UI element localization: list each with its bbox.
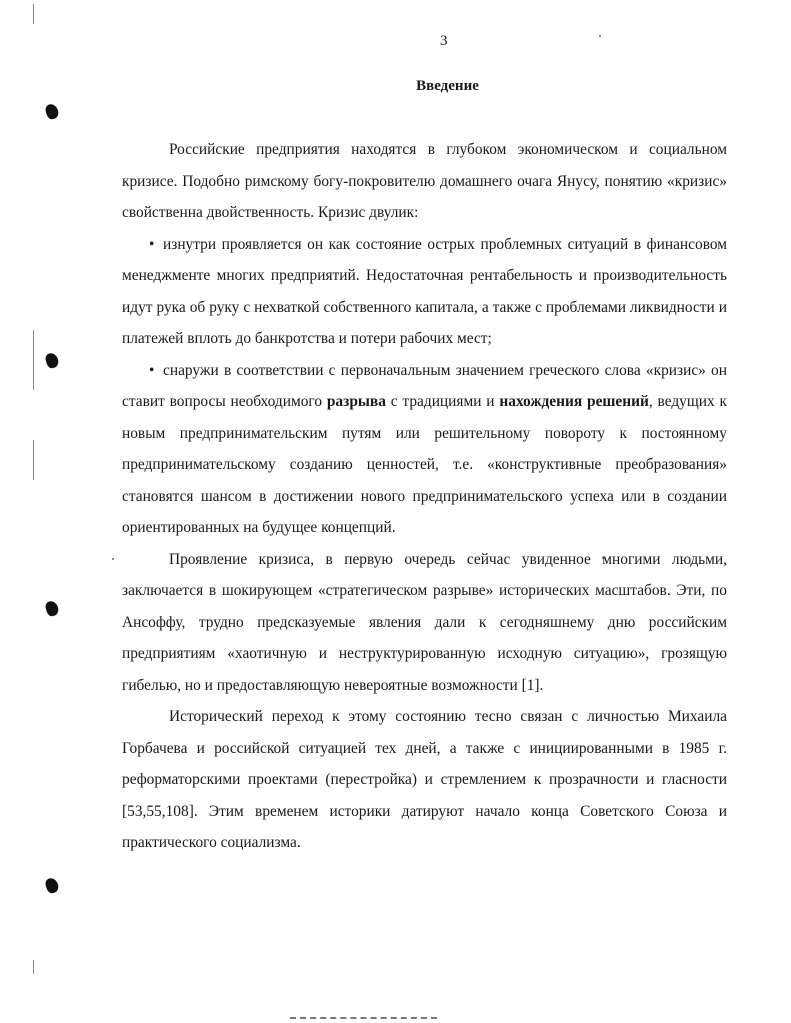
bullet-item-2-bold-1: разрыва — [326, 393, 386, 410]
body-text — [122, 134, 727, 859]
scan-edge-line — [33, 440, 34, 480]
paragraph-2: Проявление кризиса, в первую очередь сейчас увиденное многими людьми, заключается в шокирующем «стратегическом разрыве» исторических масштабов. Эти, по Ансоффу, трудно предсказуемые явления дали к сегодняшнему дню российским предприятиям «хаотичную и неструктурированную исходную ситуацию», грозящую гибелью, но и предоставляющую невероятные возможности [1]. — [122, 550, 727, 694]
bullet-icon: • — [149, 361, 155, 379]
binder-hole — [44, 599, 60, 617]
binder-hole — [44, 102, 60, 120]
bullet-item-2-text-3: , ведущих к новым предпринимательским путям или решительному повороту к постоянному предпринимательскому созданию ценностей, т.е. «конструктивные преобразования» становятся шансом в достижении нового предпринимательского успеха или в создании ориентированных на будущее концепций. — [122, 393, 727, 536]
bullet-item-1-text: изнутри проявляется он как состояние острых проблемных ситуаций в финансовом менеджменте многих предприятий. Недостаточная рентабельность и производительность идут рука об руку с нехваткой собственного капитала, а также с проблемами ликвидности и платежей вплоть до банкротства и потери рабочих мест; — [122, 235, 727, 347]
bullet-item-2 — [122, 355, 727, 544]
scan-speck — [112, 558, 114, 560]
paragraph-1: Российские предприятия находятся в глубоком экономическом и социальном кризисе. Подобно римскому богу-покровителю домашнего очага Янусу, понятию «кризис» свойственна двойственность. Кризис двулик: — [122, 141, 727, 221]
binder-hole — [44, 876, 60, 894]
scan-edge-line — [33, 4, 34, 24]
footer-dashed-line — [290, 1017, 437, 1021]
paragraph-3: Исторический переход к этому состоянию тесно связан с личностью Михаила Горбачева и российской ситуацией тех дней, а также с инициированными в 1985 г. реформаторскими проектами (перестройка) и стремлением к прозрачности и гласности [53,55,108]. Этим временем историки датируют начало конца Советского Союза и практического социализма. — [122, 708, 727, 851]
scan-edge-line — [33, 330, 34, 390]
binder-hole — [44, 351, 60, 369]
scan-speck — [599, 35, 601, 37]
bullet-item-2-bold-2: нахождения решений — [499, 393, 649, 410]
page-number: 3 — [440, 33, 448, 49]
bullet-icon: • — [149, 235, 155, 253]
section-title: Введение — [416, 78, 479, 94]
bullet-item-2-text-1: снаружи в соответствии с первоначальным значением греческого слова «кризис» он ставит вопросы необходимого — [122, 361, 727, 410]
bullet-item-2-text-2: с традициями и — [385, 393, 500, 410]
bullet-item-1 — [122, 229, 727, 355]
scan-edge-line — [33, 960, 34, 974]
